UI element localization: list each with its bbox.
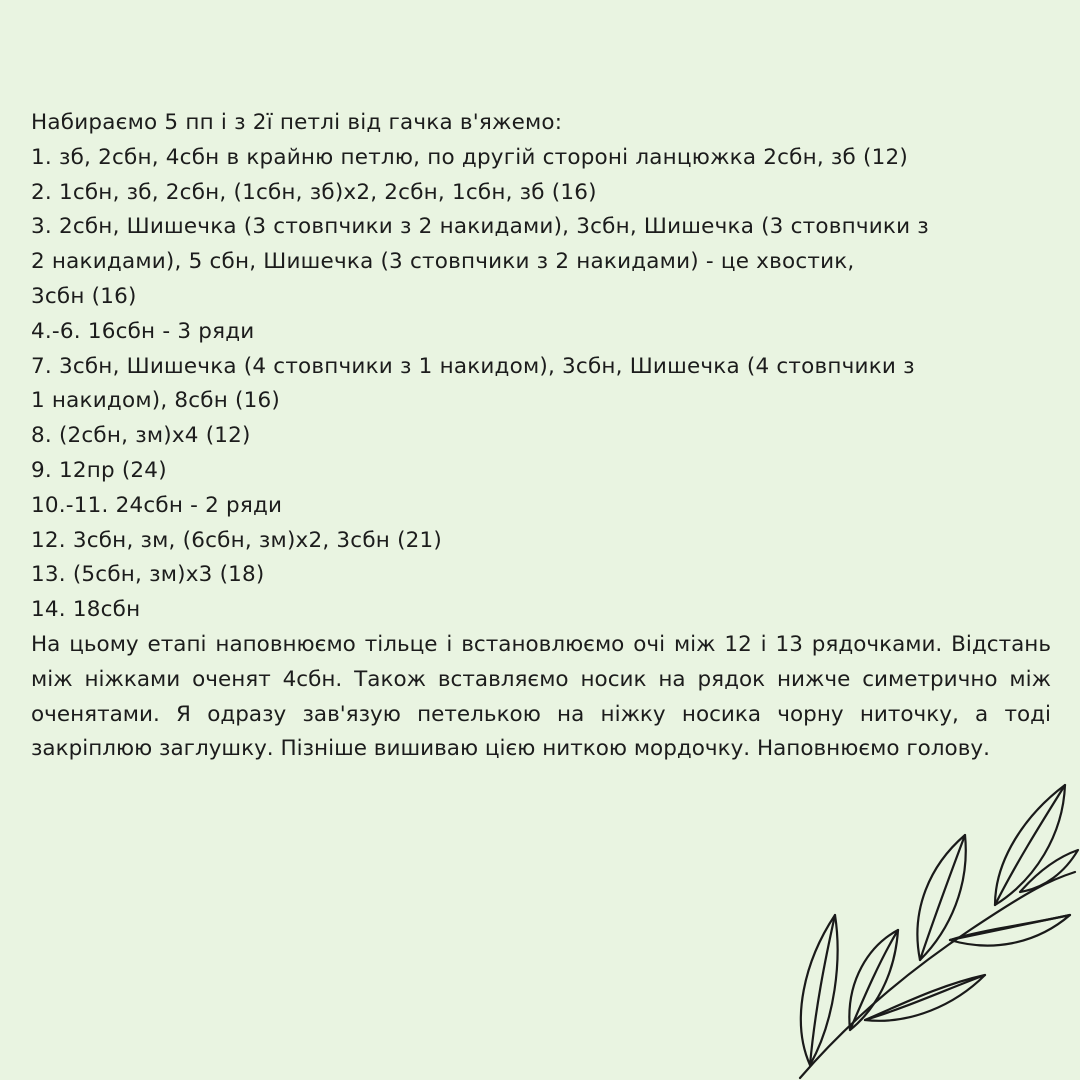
intro-line: Набираємо 5 пп і з 2ї петлі від гачка в'яжемо: [31, 110, 563, 135]
pattern-text [31, 106, 1051, 767]
pattern-row: 10.-11. 24сбн - 2 ряди [31, 492, 283, 518]
pattern-row: 12. 3сбн, зм, (6сбн, зм)х2, 3сбн (21) [31, 527, 442, 553]
assembly-note: На цьому етапі наповнюємо тільце і встановлюємо очі між 12 і 13 рядочками. Відстань між ніжками оченят 4сбн. Також вставляємо носик на рядок нижче симетрично між оченятами. Я одразу зав'язую петелькою на ніжку носика чорну ниточку, а тоді закріплюю заглушку. Пізніше вишиваю цією ниткою мордочку. Наповнюємо голову. [31, 631, 1051, 762]
pattern-row: 14. 18сбн [31, 597, 141, 623]
leaf-branch-icon [780, 780, 1080, 1080]
pattern-row: 7. 3сбн, Шишечка (4 стовпчики з 1 накидом), 3сбн, Шишечка (4 стовпчики з [31, 353, 915, 379]
pattern-row: 8. (2сбн, зм)х4 (12) [31, 423, 251, 449]
pattern-row: 9. 12пр (24) [31, 457, 167, 483]
pattern-row: 2 накидами), 5 сбн, Шишечка (3 стовпчики з 2 накидами) - це хвостик, [31, 249, 855, 275]
pattern-row: 4.-6. 16сбн - 3 ряди [31, 318, 255, 344]
pattern-row: 1. зб, 2сбн, 4сбн в крайню петлю, по другій стороні ланцюжка 2сбн, зб (12) [31, 144, 908, 170]
pattern-row: 3сбн (16) [31, 283, 137, 309]
pattern-row: 13. (5сбн, зм)х3 (18) [31, 562, 265, 588]
pattern-row: 2. 1сбн, зб, 2сбн, (1сбн, зб)х2, 2сбн, 1сбн, зб (16) [31, 179, 597, 205]
pattern-row: 1 накидом), 8сбн (16) [31, 388, 280, 414]
pattern-row: 3. 2сбн, Шишечка (3 стовпчики з 2 накидами), 3сбн, Шишечка (3 стовпчики з [31, 214, 929, 240]
